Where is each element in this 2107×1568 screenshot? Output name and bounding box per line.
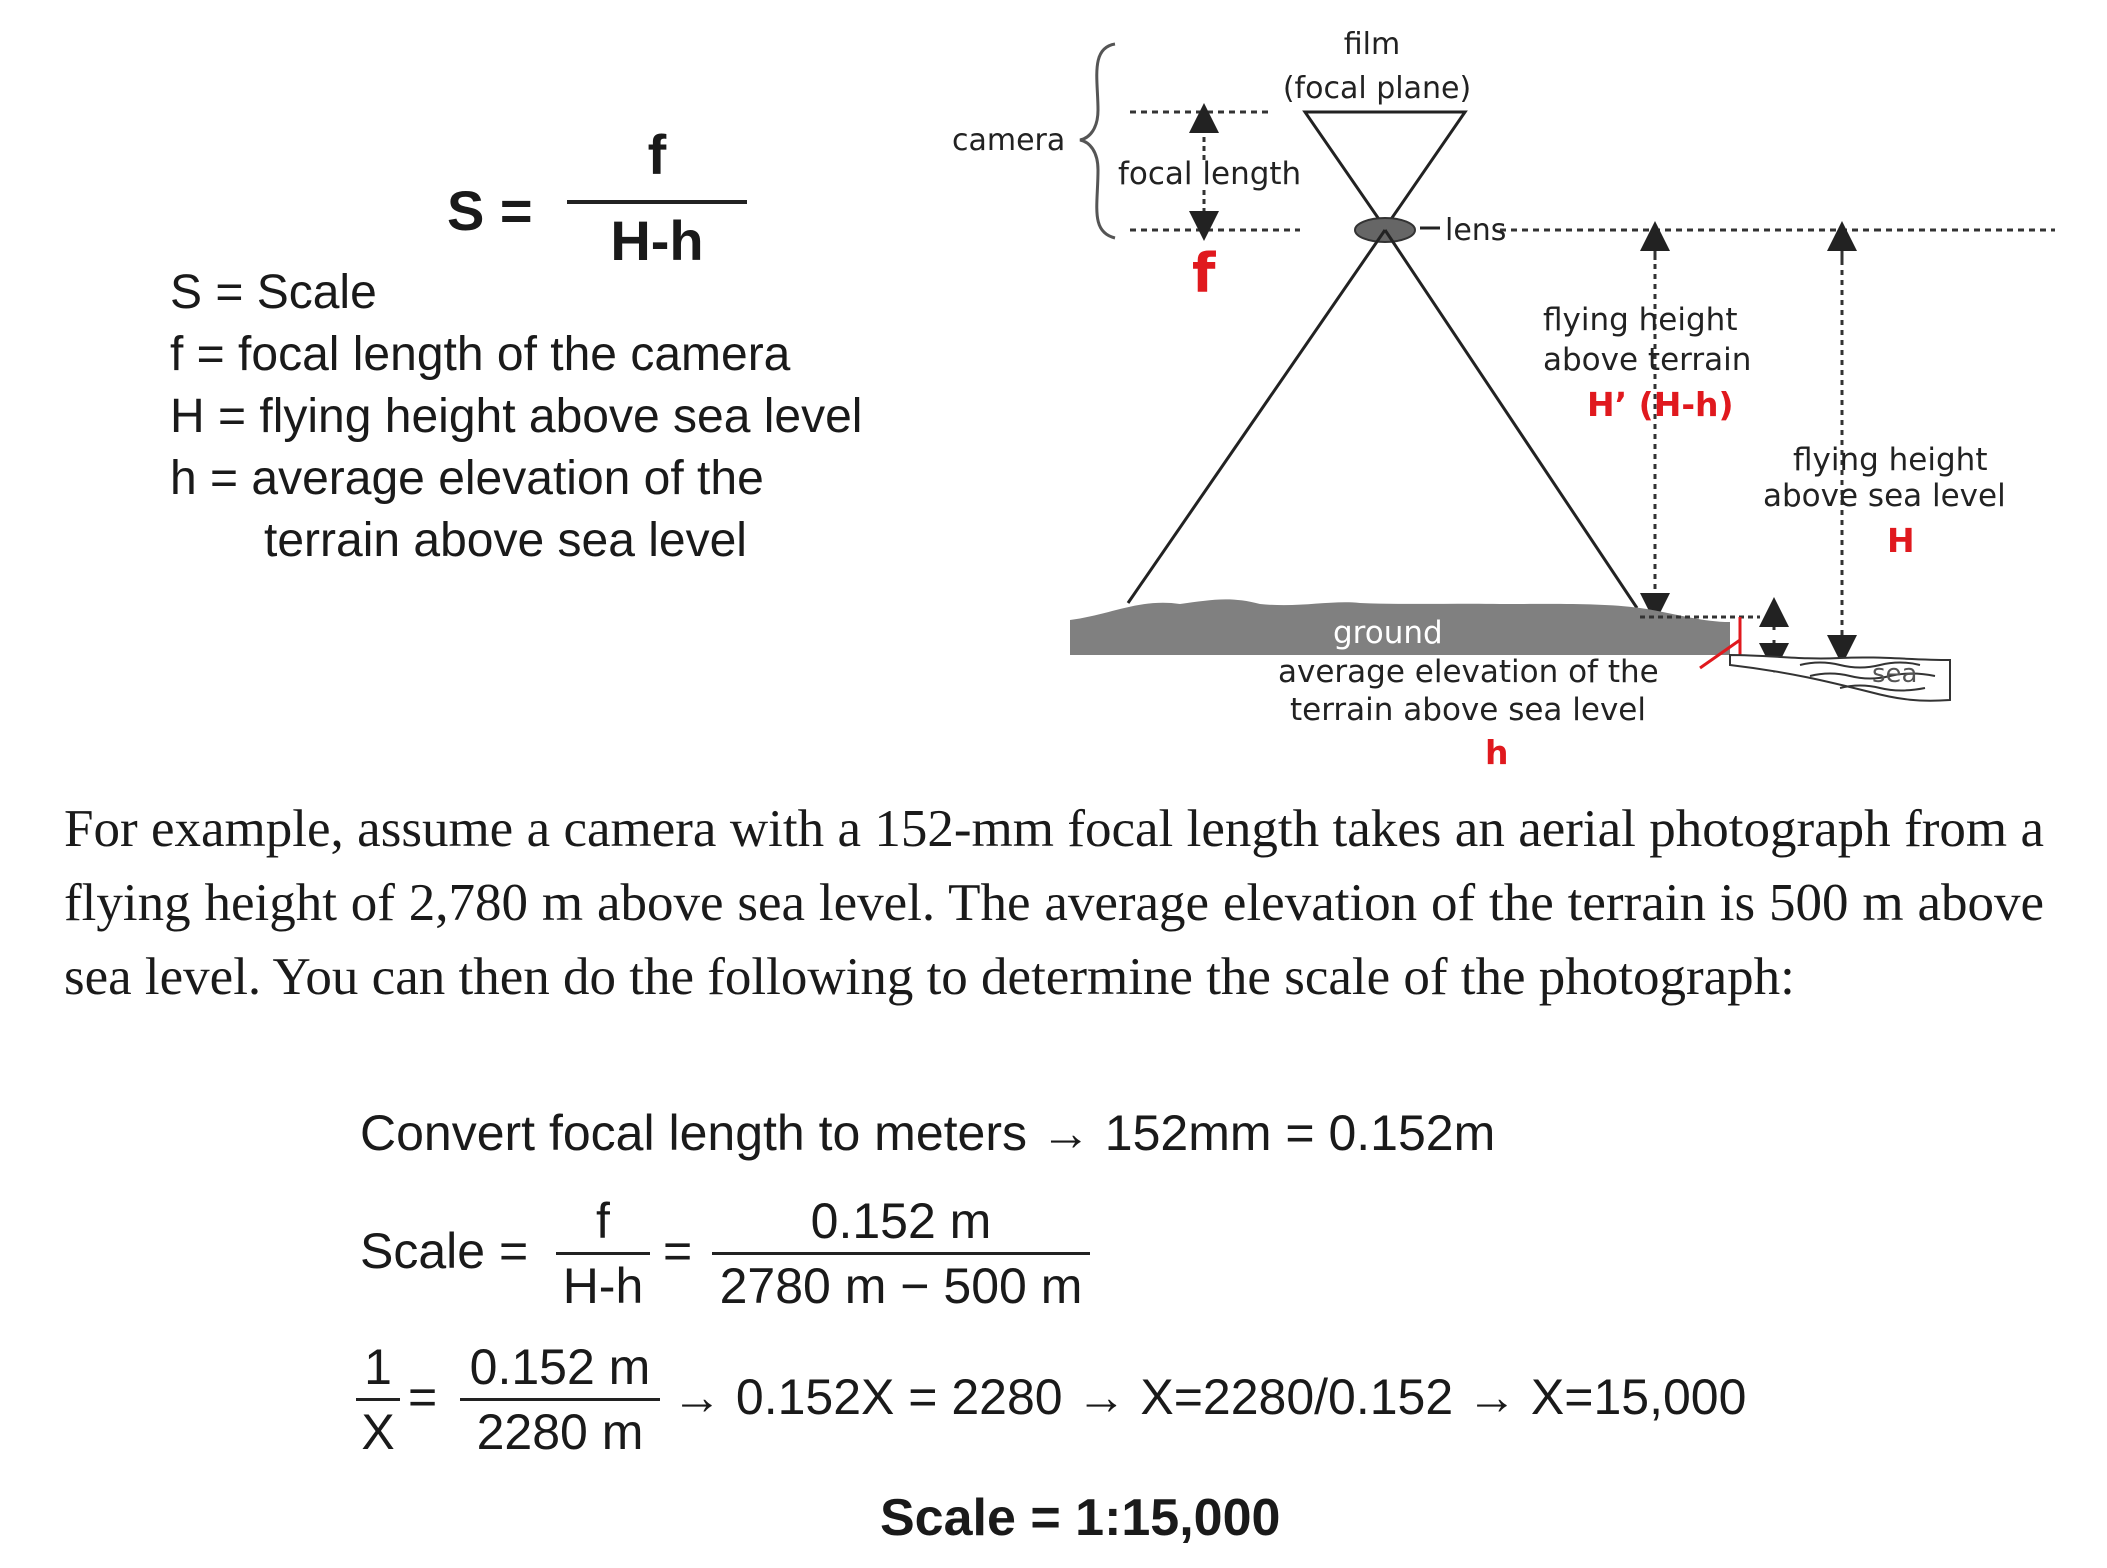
film-label: film <box>1343 27 1401 62</box>
symbolic-bar <box>556 1252 650 1255</box>
H-symbol-label: H <box>1887 521 1915 560</box>
definition-scale: S = Scale <box>170 266 377 319</box>
ratio-numerator: 0.152 m <box>469 1339 651 1395</box>
scale-label: Scale = <box>360 1223 529 1279</box>
equals-sign: = <box>663 1223 693 1279</box>
ground-label: ground <box>1333 615 1443 651</box>
scale-fraction-symbolic <box>556 1192 650 1315</box>
ratio-denominator: 2280 m <box>476 1404 644 1460</box>
scale-result: Scale = 1:15,000 <box>880 1489 1281 1547</box>
flying-height-sea-label-2: above sea level <box>1763 478 2006 514</box>
avg-elevation-label-2: terrain above sea level <box>1290 692 1646 728</box>
film-plane-triangle <box>1305 112 1465 228</box>
camera-label: camera <box>952 123 1066 158</box>
ratio-bar <box>460 1398 660 1401</box>
solve-chain: → 0.152X = 2280 → X=2280/0.152 → X=15,000 <box>672 1369 1747 1425</box>
one-over-x-bar <box>356 1398 400 1401</box>
aerial-camera-diagram <box>940 0 2107 790</box>
formula-fraction-bar <box>567 200 747 204</box>
scale-fraction-numeric <box>712 1192 1090 1315</box>
equals-sign-2: = <box>408 1369 438 1425</box>
sea-label: sea <box>1872 659 1918 689</box>
definition-elevation: h = average elevation of the <box>170 452 764 505</box>
focal-plane-label: (focal plane) <box>1282 71 1472 106</box>
one-over-x <box>356 1338 400 1461</box>
f-symbol-label: f <box>1192 242 1216 305</box>
x-denominator: X <box>361 1404 395 1460</box>
numeric-denominator: 2780 m − 500 m <box>719 1258 1083 1314</box>
numeric-bar <box>712 1252 1090 1255</box>
definitions-list <box>170 262 862 572</box>
definition-elevation-cont: terrain above sea level <box>264 514 747 567</box>
symbolic-denominator: H-h <box>562 1258 644 1314</box>
one-numerator: 1 <box>364 1339 392 1395</box>
flying-height-terrain-label-2: above terrain <box>1543 342 1752 378</box>
formula-lhs: S = <box>447 179 533 242</box>
numeric-numerator: 0.152 m <box>810 1193 992 1249</box>
example-paragraph: For example, assume a camera with a 152-mm focal length takes an aerial photograph from a flying height of 2,780 m above sea level. The average elevation of the terrain is 500 m above sea level. You can then do the following to determine the scale of the photograph: <box>64 800 2044 1006</box>
symbolic-numerator: f <box>596 1193 610 1249</box>
definition-focal-length: f = focal length of the camera <box>170 328 791 381</box>
field-of-view-left <box>1128 230 1385 603</box>
formula-denominator: H-h <box>610 209 704 272</box>
flying-height-sea-label-1: flying height <box>1793 442 1988 478</box>
definition-flying-height: H = flying height above sea level <box>170 390 863 443</box>
formula-numerator: f <box>647 123 667 186</box>
convert-step: Convert focal length to meters → 152mm = 0.152m <box>360 1105 1496 1161</box>
avg-elevation-label-1: average elevation of the <box>1278 654 1659 690</box>
camera-brace <box>1080 44 1115 238</box>
h-symbol-label: h <box>1485 733 1509 772</box>
h-prime-label: H’ (H-h) <box>1587 385 1734 424</box>
lens-label: lens <box>1445 213 1507 248</box>
focal-length-label: focal length <box>1118 156 1302 192</box>
ratio-fraction <box>460 1338 660 1461</box>
flying-height-terrain-label-1: flying height <box>1543 302 1738 338</box>
